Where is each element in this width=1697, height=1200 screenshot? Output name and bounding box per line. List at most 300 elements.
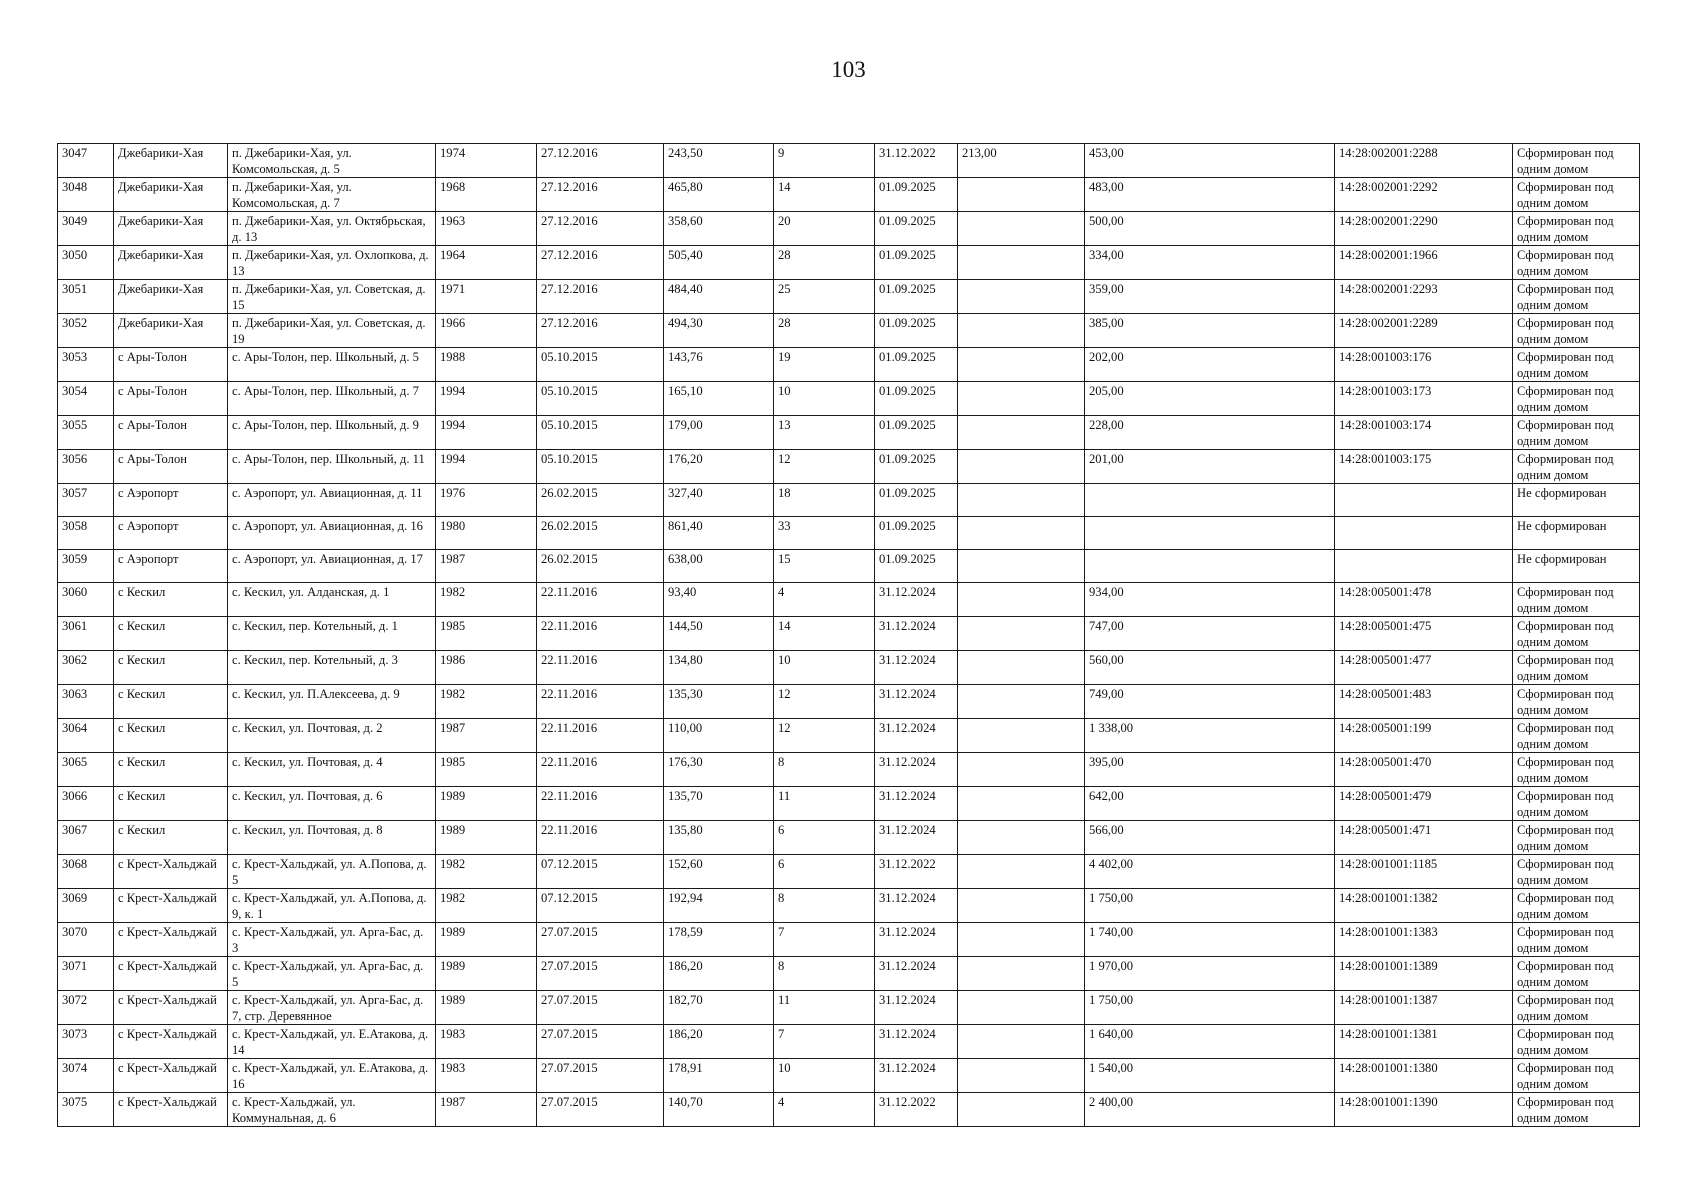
cell-settlement: с Аэропорт	[114, 550, 228, 583]
cell-area: 176,20	[664, 450, 774, 484]
cell-extra-area	[958, 280, 1085, 314]
cell-extra-area	[958, 889, 1085, 923]
cell-area: 134,80	[664, 651, 774, 685]
table-row	[58, 889, 1640, 923]
cell-build-year: 1966	[436, 314, 537, 348]
cell-land-area: 1 750,00	[1085, 889, 1335, 923]
cell-cadastral-number	[1335, 517, 1513, 550]
cell-inclusion-date: 26.02.2015	[537, 484, 664, 517]
cell-build-year: 1987	[436, 1093, 537, 1127]
cell-cadastral-number: 14:28:001003:174	[1335, 416, 1513, 450]
cell-settlement: с Ары-Толон	[114, 450, 228, 484]
cell-settlement: с Ары-Толон	[114, 382, 228, 416]
cell-row-number: 3066	[58, 787, 114, 821]
cell-extra-area	[958, 416, 1085, 450]
cell-land-area: 359,00	[1085, 280, 1335, 314]
cell-build-year: 1994	[436, 450, 537, 484]
cell-address: с. Ары-Толон, пер. Школьный, д. 7	[228, 382, 436, 416]
cell-row-number: 3067	[58, 821, 114, 855]
cell-row-number: 3064	[58, 719, 114, 753]
cell-cadastral-number: 14:28:001003:175	[1335, 450, 1513, 484]
table-row	[58, 1059, 1640, 1093]
table-row	[58, 450, 1640, 484]
cell-row-number: 3068	[58, 855, 114, 889]
cell-settlement: с Крест-Хальджай	[114, 957, 228, 991]
cell-land-status: Сформирован под одним домом	[1513, 382, 1640, 416]
cell-deadline-date: 31.12.2024	[875, 617, 958, 651]
cell-row-number: 3050	[58, 246, 114, 280]
cell-area: 186,20	[664, 1025, 774, 1059]
cell-address: с. Кескил, ул. Почтовая, д. 6	[228, 787, 436, 821]
cell-row-number: 3058	[58, 517, 114, 550]
cell-row-number: 3069	[58, 889, 114, 923]
table-row	[58, 855, 1640, 889]
cell-build-year: 1980	[436, 517, 537, 550]
housing-registry-table	[57, 143, 1640, 1127]
cell-row-number: 3052	[58, 314, 114, 348]
cell-land-area: 1 750,00	[1085, 991, 1335, 1025]
cell-cadastral-number: 14:28:002001:2288	[1335, 144, 1513, 178]
cell-settlement: Джебарики-Хая	[114, 212, 228, 246]
cell-build-year: 1989	[436, 923, 537, 957]
cell-build-year: 1982	[436, 685, 537, 719]
cell-settlement: с Кескил	[114, 821, 228, 855]
cell-address: с. Кескил, пер. Котельный, д. 1	[228, 617, 436, 651]
cell-extra-area	[958, 348, 1085, 382]
cell-land-area: 1 338,00	[1085, 719, 1335, 753]
cell-row-number: 3059	[58, 550, 114, 583]
cell-inclusion-date: 22.11.2016	[537, 617, 664, 651]
cell-address: с. Крест-Хальджай, ул. А.Попова, д. 5	[228, 855, 436, 889]
cell-row-number: 3057	[58, 484, 114, 517]
cell-extra-area	[958, 246, 1085, 280]
cell-deadline-date: 01.09.2025	[875, 280, 958, 314]
cell-deadline-date: 01.09.2025	[875, 550, 958, 583]
cell-residents: 15	[774, 550, 875, 583]
cell-area: 110,00	[664, 719, 774, 753]
cell-build-year: 1989	[436, 787, 537, 821]
cell-area: 192,94	[664, 889, 774, 923]
cell-build-year: 1974	[436, 144, 537, 178]
cell-land-area: 334,00	[1085, 246, 1335, 280]
cell-inclusion-date: 27.07.2015	[537, 1025, 664, 1059]
cell-deadline-date: 31.12.2024	[875, 787, 958, 821]
cell-address: с. Кескил, ул. Алданская, д. 1	[228, 583, 436, 617]
cell-deadline-date: 01.09.2025	[875, 450, 958, 484]
cell-build-year: 1989	[436, 821, 537, 855]
cell-residents: 19	[774, 348, 875, 382]
cell-land-status: Сформирован под одним домом	[1513, 348, 1640, 382]
cell-settlement: с Аэропорт	[114, 484, 228, 517]
cell-deadline-date: 31.12.2024	[875, 1059, 958, 1093]
cell-address: с. Кескил, ул. П.Алексеева, д. 9	[228, 685, 436, 719]
cell-row-number: 3047	[58, 144, 114, 178]
cell-row-number: 3051	[58, 280, 114, 314]
cell-cadastral-number: 14:28:005001:199	[1335, 719, 1513, 753]
cell-area: 484,40	[664, 280, 774, 314]
cell-address: п. Джебарики-Хая, ул. Советская, д. 19	[228, 314, 436, 348]
cell-land-area: 749,00	[1085, 685, 1335, 719]
cell-cadastral-number: 14:28:005001:483	[1335, 685, 1513, 719]
cell-address: п. Джебарики-Хая, ул. Комсомольская, д. 5	[228, 144, 436, 178]
registry-body	[58, 144, 1640, 1127]
cell-settlement: с Кескил	[114, 685, 228, 719]
cell-land-area: 1 540,00	[1085, 1059, 1335, 1093]
cell-area: 505,40	[664, 246, 774, 280]
cell-residents: 10	[774, 1059, 875, 1093]
cell-address: п. Джебарики-Хая, ул. Комсомольская, д. 7	[228, 178, 436, 212]
cell-settlement: с Кескил	[114, 617, 228, 651]
cell-cadastral-number: 14:28:005001:470	[1335, 753, 1513, 787]
cell-land-status: Сформирован под одним домом	[1513, 144, 1640, 178]
cell-area: 176,30	[664, 753, 774, 787]
cell-row-number: 3065	[58, 753, 114, 787]
cell-settlement: с Крест-Хальджай	[114, 855, 228, 889]
cell-settlement: Джебарики-Хая	[114, 280, 228, 314]
cell-inclusion-date: 27.12.2016	[537, 178, 664, 212]
cell-row-number: 3055	[58, 416, 114, 450]
table-row	[58, 1025, 1640, 1059]
cell-row-number: 3049	[58, 212, 114, 246]
table-row	[58, 923, 1640, 957]
cell-inclusion-date: 22.11.2016	[537, 753, 664, 787]
cell-row-number: 3062	[58, 651, 114, 685]
cell-land-status: Не сформирован	[1513, 517, 1640, 550]
table-row	[58, 280, 1640, 314]
cell-extra-area	[958, 382, 1085, 416]
cell-deadline-date: 31.12.2022	[875, 144, 958, 178]
table-row	[58, 821, 1640, 855]
cell-residents: 28	[774, 314, 875, 348]
cell-residents: 8	[774, 889, 875, 923]
cell-build-year: 1971	[436, 280, 537, 314]
cell-area: 178,91	[664, 1059, 774, 1093]
cell-cadastral-number	[1335, 550, 1513, 583]
cell-cadastral-number: 14:28:002001:1966	[1335, 246, 1513, 280]
cell-build-year: 1987	[436, 719, 537, 753]
cell-cadastral-number: 14:28:001001:1387	[1335, 991, 1513, 1025]
cell-land-status: Сформирован под одним домом	[1513, 450, 1640, 484]
table-row	[58, 991, 1640, 1025]
cell-residents: 8	[774, 957, 875, 991]
cell-land-area: 201,00	[1085, 450, 1335, 484]
cell-land-status: Сформирован под одним домом	[1513, 314, 1640, 348]
cell-area: 186,20	[664, 957, 774, 991]
cell-inclusion-date: 22.11.2016	[537, 821, 664, 855]
table-row	[58, 212, 1640, 246]
cell-build-year: 1982	[436, 583, 537, 617]
cell-land-area: 2 400,00	[1085, 1093, 1335, 1127]
cell-cadastral-number	[1335, 484, 1513, 517]
cell-address: с. Крест-Хальджай, ул. Арга-Бас, д. 7, стр. Деревянное	[228, 991, 436, 1025]
cell-build-year: 1982	[436, 889, 537, 923]
table-row	[58, 651, 1640, 685]
cell-area: 178,59	[664, 923, 774, 957]
cell-deadline-date: 01.09.2025	[875, 246, 958, 280]
cell-land-area	[1085, 550, 1335, 583]
cell-land-status: Сформирован под одним домом	[1513, 787, 1640, 821]
cell-area: 135,80	[664, 821, 774, 855]
cell-row-number: 3054	[58, 382, 114, 416]
cell-residents: 20	[774, 212, 875, 246]
cell-inclusion-date: 05.10.2015	[537, 382, 664, 416]
cell-residents: 33	[774, 517, 875, 550]
cell-area: 135,30	[664, 685, 774, 719]
cell-area: 144,50	[664, 617, 774, 651]
cell-extra-area	[958, 821, 1085, 855]
cell-residents: 10	[774, 651, 875, 685]
cell-deadline-date: 31.12.2024	[875, 991, 958, 1025]
cell-address: п. Джебарики-Хая, ул. Октябрьская, д. 13	[228, 212, 436, 246]
cell-deadline-date: 31.12.2022	[875, 1093, 958, 1127]
cell-inclusion-date: 27.12.2016	[537, 144, 664, 178]
cell-settlement: с Крест-Хальджай	[114, 1059, 228, 1093]
cell-area: 465,80	[664, 178, 774, 212]
cell-land-status: Сформирован под одним домом	[1513, 246, 1640, 280]
cell-deadline-date: 01.09.2025	[875, 484, 958, 517]
cell-land-area: 747,00	[1085, 617, 1335, 651]
cell-settlement: Джебарики-Хая	[114, 144, 228, 178]
cell-extra-area	[958, 855, 1085, 889]
cell-residents: 14	[774, 617, 875, 651]
cell-cadastral-number: 14:28:002001:2293	[1335, 280, 1513, 314]
cell-cadastral-number: 14:28:001001:1381	[1335, 1025, 1513, 1059]
cell-land-status: Сформирован под одним домом	[1513, 178, 1640, 212]
cell-land-status: Сформирован под одним домом	[1513, 280, 1640, 314]
cell-address: с. Аэропорт, ул. Авиационная, д. 17	[228, 550, 436, 583]
cell-land-status: Сформирован под одним домом	[1513, 991, 1640, 1025]
cell-address: с. Аэропорт, ул. Авиационная, д. 16	[228, 517, 436, 550]
cell-extra-area	[958, 617, 1085, 651]
cell-area: 179,00	[664, 416, 774, 450]
cell-extra-area	[958, 651, 1085, 685]
cell-cadastral-number: 14:28:002001:2292	[1335, 178, 1513, 212]
cell-build-year: 1988	[436, 348, 537, 382]
table-row	[58, 957, 1640, 991]
cell-land-area	[1085, 517, 1335, 550]
cell-area: 358,60	[664, 212, 774, 246]
cell-settlement: Джебарики-Хая	[114, 178, 228, 212]
cell-land-status: Сформирован под одним домом	[1513, 651, 1640, 685]
cell-cadastral-number: 14:28:001003:176	[1335, 348, 1513, 382]
cell-land-status: Сформирован под одним домом	[1513, 416, 1640, 450]
cell-cadastral-number: 14:28:005001:475	[1335, 617, 1513, 651]
cell-deadline-date: 01.09.2025	[875, 416, 958, 450]
cell-land-area: 560,00	[1085, 651, 1335, 685]
cell-residents: 7	[774, 923, 875, 957]
cell-deadline-date: 31.12.2024	[875, 889, 958, 923]
cell-land-status: Сформирован под одним домом	[1513, 821, 1640, 855]
cell-land-status: Сформирован под одним домом	[1513, 617, 1640, 651]
cell-land-area: 1 970,00	[1085, 957, 1335, 991]
cell-cadastral-number: 14:28:002001:2289	[1335, 314, 1513, 348]
cell-cadastral-number: 14:28:002001:2290	[1335, 212, 1513, 246]
cell-land-area: 453,00	[1085, 144, 1335, 178]
cell-row-number: 3072	[58, 991, 114, 1025]
cell-land-status: Сформирован под одним домом	[1513, 889, 1640, 923]
cell-land-area: 566,00	[1085, 821, 1335, 855]
cell-residents: 13	[774, 416, 875, 450]
cell-area: 152,60	[664, 855, 774, 889]
table-row	[58, 348, 1640, 382]
cell-cadastral-number: 14:28:005001:471	[1335, 821, 1513, 855]
cell-extra-area	[958, 517, 1085, 550]
cell-land-area: 202,00	[1085, 348, 1335, 382]
cell-cadastral-number: 14:28:001001:1185	[1335, 855, 1513, 889]
cell-area: 140,70	[664, 1093, 774, 1127]
cell-settlement: с Ары-Толон	[114, 348, 228, 382]
cell-extra-area	[958, 957, 1085, 991]
cell-cadastral-number: 14:28:001001:1383	[1335, 923, 1513, 957]
cell-deadline-date: 01.09.2025	[875, 382, 958, 416]
cell-extra-area	[958, 719, 1085, 753]
cell-settlement: с Крест-Хальджай	[114, 889, 228, 923]
cell-extra-area	[958, 178, 1085, 212]
cell-land-status: Сформирован под одним домом	[1513, 583, 1640, 617]
cell-cadastral-number: 14:28:001003:173	[1335, 382, 1513, 416]
table-row	[58, 382, 1640, 416]
cell-deadline-date: 01.09.2025	[875, 178, 958, 212]
cell-extra-area	[958, 484, 1085, 517]
table-row	[58, 685, 1640, 719]
cell-residents: 14	[774, 178, 875, 212]
cell-extra-area	[958, 212, 1085, 246]
cell-address: с. Крест-Хальджай, ул. А.Попова, д. 9, к. 1	[228, 889, 436, 923]
cell-build-year: 1976	[436, 484, 537, 517]
cell-address: п. Джебарики-Хая, ул. Охлопкова, д. 13	[228, 246, 436, 280]
cell-residents: 10	[774, 382, 875, 416]
cell-settlement: с Аэропорт	[114, 517, 228, 550]
cell-settlement: с Крест-Хальджай	[114, 1093, 228, 1127]
cell-cadastral-number: 14:28:001001:1390	[1335, 1093, 1513, 1127]
cell-extra-area	[958, 1025, 1085, 1059]
cell-build-year: 1982	[436, 855, 537, 889]
cell-inclusion-date: 22.11.2016	[537, 787, 664, 821]
cell-land-status: Сформирован под одним домом	[1513, 1025, 1640, 1059]
cell-address: с. Кескил, ул. Почтовая, д. 2	[228, 719, 436, 753]
cell-address: с. Кескил, пер. Котельный, д. 3	[228, 651, 436, 685]
cell-build-year: 1994	[436, 382, 537, 416]
cell-address: с. Ары-Толон, пер. Школьный, д. 9	[228, 416, 436, 450]
cell-build-year: 1968	[436, 178, 537, 212]
cell-area: 494,30	[664, 314, 774, 348]
cell-deadline-date: 01.09.2025	[875, 517, 958, 550]
cell-settlement: Джебарики-Хая	[114, 246, 228, 280]
cell-cadastral-number: 14:28:001001:1380	[1335, 1059, 1513, 1093]
cell-land-area: 1 640,00	[1085, 1025, 1335, 1059]
cell-deadline-date: 31.12.2024	[875, 651, 958, 685]
cell-build-year: 1989	[436, 957, 537, 991]
cell-land-area: 205,00	[1085, 382, 1335, 416]
cell-extra-area: 213,00	[958, 144, 1085, 178]
cell-row-number: 3053	[58, 348, 114, 382]
cell-row-number: 3048	[58, 178, 114, 212]
cell-row-number: 3063	[58, 685, 114, 719]
cell-land-status: Сформирован под одним домом	[1513, 957, 1640, 991]
cell-address: с. Крест-Хальджай, ул. Е.Атакова, д. 14	[228, 1025, 436, 1059]
cell-residents: 12	[774, 685, 875, 719]
cell-deadline-date: 31.12.2024	[875, 685, 958, 719]
cell-address: с. Крест-Хальджай, ул. Арга-Бас, д. 5	[228, 957, 436, 991]
cell-settlement: с Кескил	[114, 753, 228, 787]
cell-address: с. Крест-Хальджай, ул. Коммунальная, д. 6	[228, 1093, 436, 1127]
cell-inclusion-date: 27.12.2016	[537, 246, 664, 280]
cell-row-number: 3073	[58, 1025, 114, 1059]
cell-cadastral-number: 14:28:001001:1382	[1335, 889, 1513, 923]
cell-build-year: 1989	[436, 991, 537, 1025]
cell-deadline-date: 01.09.2025	[875, 314, 958, 348]
cell-build-year: 1985	[436, 753, 537, 787]
table-row	[58, 178, 1640, 212]
cell-inclusion-date: 27.12.2016	[537, 280, 664, 314]
table-row	[58, 719, 1640, 753]
cell-settlement: с Кескил	[114, 651, 228, 685]
cell-residents: 9	[774, 144, 875, 178]
cell-area: 638,00	[664, 550, 774, 583]
cell-residents: 25	[774, 280, 875, 314]
cell-extra-area	[958, 1059, 1085, 1093]
cell-settlement: с Кескил	[114, 787, 228, 821]
cell-address: с. Ары-Толон, пер. Школьный, д. 5	[228, 348, 436, 382]
cell-settlement: с Крест-Хальджай	[114, 923, 228, 957]
cell-inclusion-date: 27.07.2015	[537, 923, 664, 957]
cell-area: 182,70	[664, 991, 774, 1025]
cell-extra-area	[958, 787, 1085, 821]
cell-area: 327,40	[664, 484, 774, 517]
cell-land-area: 500,00	[1085, 212, 1335, 246]
cell-extra-area	[958, 1093, 1085, 1127]
cell-extra-area	[958, 550, 1085, 583]
cell-inclusion-date: 27.07.2015	[537, 1093, 664, 1127]
cell-cadastral-number: 14:28:005001:477	[1335, 651, 1513, 685]
cell-address: п. Джебарики-Хая, ул. Советская, д. 15	[228, 280, 436, 314]
cell-land-status: Сформирован под одним домом	[1513, 719, 1640, 753]
table-row	[58, 144, 1640, 178]
cell-build-year: 1983	[436, 1025, 537, 1059]
cell-land-status: Сформирован под одним домом	[1513, 1059, 1640, 1093]
cell-residents: 8	[774, 753, 875, 787]
cell-residents: 11	[774, 787, 875, 821]
cell-area: 165,10	[664, 382, 774, 416]
cell-inclusion-date: 05.10.2015	[537, 450, 664, 484]
table-row	[58, 314, 1640, 348]
cell-cadastral-number: 14:28:005001:479	[1335, 787, 1513, 821]
cell-area: 93,40	[664, 583, 774, 617]
cell-build-year: 1964	[436, 246, 537, 280]
cell-residents: 18	[774, 484, 875, 517]
cell-deadline-date: 31.12.2024	[875, 923, 958, 957]
cell-land-area: 483,00	[1085, 178, 1335, 212]
cell-deadline-date: 31.12.2024	[875, 957, 958, 991]
cell-deadline-date: 31.12.2024	[875, 753, 958, 787]
cell-deadline-date: 31.12.2024	[875, 821, 958, 855]
cell-address: с. Ары-Толон, пер. Школьный, д. 11	[228, 450, 436, 484]
table-row	[58, 753, 1640, 787]
cell-land-status: Не сформирован	[1513, 550, 1640, 583]
cell-extra-area	[958, 450, 1085, 484]
table-row	[58, 517, 1640, 550]
cell-residents: 12	[774, 450, 875, 484]
cell-inclusion-date: 27.12.2016	[537, 212, 664, 246]
cell-inclusion-date: 26.02.2015	[537, 517, 664, 550]
cell-build-year: 1986	[436, 651, 537, 685]
cell-extra-area	[958, 583, 1085, 617]
cell-area: 243,50	[664, 144, 774, 178]
cell-settlement: с Ары-Толон	[114, 416, 228, 450]
cell-build-year: 1983	[436, 1059, 537, 1093]
cell-extra-area	[958, 685, 1085, 719]
cell-residents: 28	[774, 246, 875, 280]
